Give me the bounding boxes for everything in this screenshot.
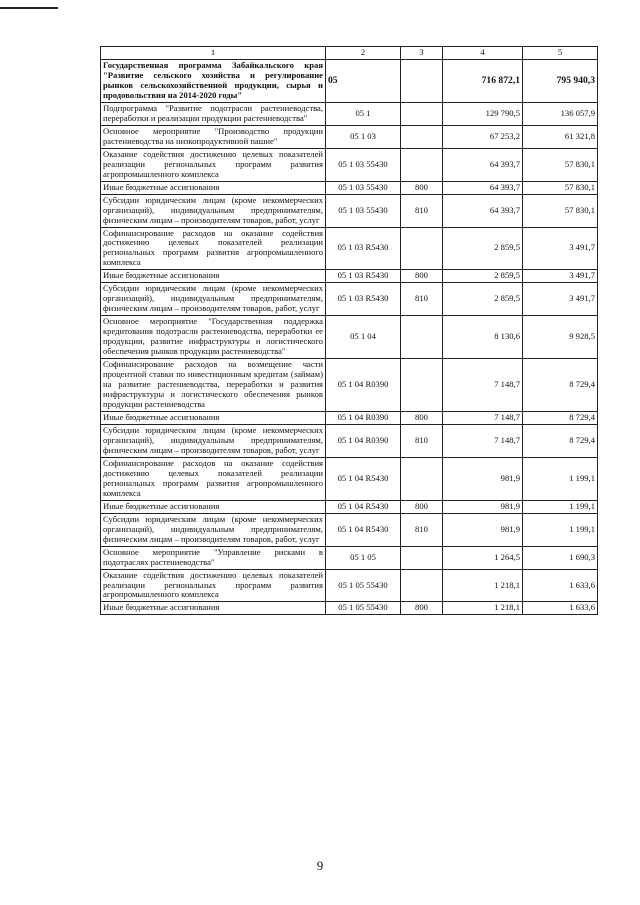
row-value-2019: 64 393,7 — [443, 148, 523, 181]
row-code: 05 1 04 R5430 — [326, 513, 401, 546]
row-value-2020: 795 940,3 — [523, 59, 598, 102]
table-row — [101, 513, 598, 546]
header-col-code: 2 — [326, 47, 401, 60]
row-code: 05 — [326, 59, 401, 102]
row-kind — [401, 457, 443, 500]
row-code: 05 1 03 R5430 — [326, 270, 401, 283]
row-value-2020: 1 199,1 — [523, 500, 598, 513]
row-kind: 800 — [401, 270, 443, 283]
row-kind — [401, 148, 443, 181]
header-col-name: 1 — [101, 47, 326, 60]
row-code: 05 1 03 55430 — [326, 194, 401, 227]
row-value-2020: 57 830,1 — [523, 194, 598, 227]
row-kind — [401, 125, 443, 148]
row-name: Подпрограмма "Развитие подотрасли растениеводства, переработки и реализации продукции растениеводства" — [101, 102, 326, 125]
budget-table — [100, 46, 598, 615]
table-row — [101, 457, 598, 500]
row-kind: 810 — [401, 194, 443, 227]
row-code: 05 1 04 R5430 — [326, 500, 401, 513]
row-code: 05 1 03 R5430 — [326, 283, 401, 316]
header-row — [101, 47, 598, 60]
row-value-2019: 981,9 — [443, 513, 523, 546]
row-value-2019: 7 148,7 — [443, 411, 523, 424]
row-value-2019: 716 872,1 — [443, 59, 523, 102]
table-row — [101, 569, 598, 602]
row-name: Софинансирование расходов на возмещение части процентной ставки по инвестиционным кредитам (займам) на развитие растениеводства, переработки и развития инфраструктуры и логистического обеспечения рынков продукции растениеводства — [101, 359, 326, 412]
row-value-2020: 61 321,8 — [523, 125, 598, 148]
row-code: 05 1 05 55430 — [326, 569, 401, 602]
row-value-2020: 8 729,4 — [523, 411, 598, 424]
row-kind: 800 — [401, 500, 443, 513]
row-value-2019: 64 393,7 — [443, 194, 523, 227]
row-value-2020: 57 830,1 — [523, 148, 598, 181]
row-value-2019: 2 859,5 — [443, 270, 523, 283]
row-value-2020: 1 690,3 — [523, 546, 598, 569]
page-number: 9 — [316, 858, 324, 873]
table-row — [101, 316, 598, 359]
row-kind: 800 — [401, 181, 443, 194]
row-value-2019: 67 253,2 — [443, 125, 523, 148]
row-value-2020: 1 633,6 — [523, 602, 598, 615]
row-kind: 810 — [401, 424, 443, 457]
row-name: Иные бюджетные ассигнования — [101, 411, 326, 424]
row-kind — [401, 569, 443, 602]
row-code: 05 1 04 R0390 — [326, 424, 401, 457]
row-value-2020: 3 491,7 — [523, 227, 598, 270]
row-value-2019: 129 790,5 — [443, 102, 523, 125]
table-row — [101, 500, 598, 513]
header-col-2019: 4 — [443, 47, 523, 60]
row-value-2020: 9 928,5 — [523, 316, 598, 359]
row-value-2020: 8 729,4 — [523, 424, 598, 457]
row-code: 05 1 03 55430 — [326, 181, 401, 194]
row-code: 05 1 05 55430 — [326, 602, 401, 615]
table-row — [101, 602, 598, 615]
row-name: Софинансирование расходов на оказание содействия достижению целевых показателей реализации региональных программ развития агропромышленного комплекса — [101, 457, 326, 500]
table-row — [101, 270, 598, 283]
table-row — [101, 411, 598, 424]
top-rule — [0, 7, 58, 9]
row-name: Иные бюджетные ассигнования — [101, 181, 326, 194]
row-kind — [401, 546, 443, 569]
row-value-2019: 64 393,7 — [443, 181, 523, 194]
table-row — [101, 227, 598, 270]
row-value-2019: 981,9 — [443, 500, 523, 513]
row-kind — [401, 316, 443, 359]
row-code: 05 1 03 — [326, 125, 401, 148]
row-name: Основное мероприятие "Государственная поддержка кредитования подотрасли растениеводства, переработки ее продукции, развитие инфраструктуры и логистического обеспечения рынков продукции растениеводства" — [101, 316, 326, 359]
row-value-2020: 57 830,1 — [523, 181, 598, 194]
row-kind: 800 — [401, 602, 443, 615]
table-row — [101, 283, 598, 316]
row-value-2019: 981,9 — [443, 457, 523, 500]
row-code: 05 1 04 R0390 — [326, 411, 401, 424]
row-value-2019: 8 130,6 — [443, 316, 523, 359]
row-code: 05 1 — [326, 102, 401, 125]
row-value-2019: 7 148,7 — [443, 424, 523, 457]
row-name: Основное мероприятие "Производство продукции растениеводства на низкопродуктивной пашне" — [101, 125, 326, 148]
row-value-2019: 1 218,1 — [443, 569, 523, 602]
row-value-2020: 8 729,4 — [523, 359, 598, 412]
row-kind — [401, 102, 443, 125]
row-value-2019: 7 148,7 — [443, 359, 523, 412]
row-value-2020: 1 199,1 — [523, 513, 598, 546]
row-kind — [401, 227, 443, 270]
table-row — [101, 194, 598, 227]
header-col-kind: 3 — [401, 47, 443, 60]
row-code: 05 1 04 — [326, 316, 401, 359]
row-value-2020: 136 057,9 — [523, 102, 598, 125]
table-row — [101, 424, 598, 457]
row-value-2020: 3 491,7 — [523, 283, 598, 316]
table-row — [101, 359, 598, 412]
row-name: Иные бюджетные ассигнования — [101, 270, 326, 283]
table-row — [101, 59, 598, 102]
row-name: Субсидии юридическим лицам (кроме некоммерческих организаций), индивидуальным предпринимателям, физическим лицам – производителям товаров, работ, услуг — [101, 283, 326, 316]
row-kind — [401, 359, 443, 412]
table-row — [101, 102, 598, 125]
table-body — [101, 59, 598, 614]
row-kind — [401, 59, 443, 102]
row-name: Основное мероприятие "Управление рисками в подотраслях растениеводства" — [101, 546, 326, 569]
row-kind: 800 — [401, 411, 443, 424]
row-value-2020: 1 633,6 — [523, 569, 598, 602]
row-name: Государственная программа Забайкальского края "Развитие сельского хозяйства и регулирование рынков сельскохозяйственной продукции, сырья и продовольствия на 2014-2020 годы" — [101, 59, 326, 102]
row-kind: 810 — [401, 283, 443, 316]
row-kind: 810 — [401, 513, 443, 546]
row-name: Субсидии юридическим лицам (кроме некоммерческих организаций), индивидуальным предпринимателям, физическим лицам – производителям товаров, работ, услуг — [101, 513, 326, 546]
row-name: Оказание содействия достижению целевых показателей реализации региональных программ развития агропромышленного комплекса — [101, 569, 326, 602]
row-name: Оказание содействия достижению целевых показателей реализации региональных программ развития агропромышленного комплекса — [101, 148, 326, 181]
row-code: 05 1 04 R5430 — [326, 457, 401, 500]
table-row — [101, 148, 598, 181]
row-value-2019: 2 859,5 — [443, 283, 523, 316]
row-name: Субсидии юридическим лицам (кроме некоммерческих организаций), индивидуальным предпринимателям, физическим лицам – производителям товаров, работ, услуг — [101, 424, 326, 457]
row-value-2020: 3 491,7 — [523, 270, 598, 283]
table-row — [101, 125, 598, 148]
row-value-2020: 1 199,1 — [523, 457, 598, 500]
row-code: 05 1 05 — [326, 546, 401, 569]
row-name: Иные бюджетные ассигнования — [101, 602, 326, 615]
row-code: 05 1 03 R5430 — [326, 227, 401, 270]
row-name: Иные бюджетные ассигнования — [101, 500, 326, 513]
row-code: 05 1 03 55430 — [326, 148, 401, 181]
row-value-2019: 1 264,5 — [443, 546, 523, 569]
table-row — [101, 546, 598, 569]
header-col-2020: 5 — [523, 47, 598, 60]
row-value-2019: 1 218,1 — [443, 602, 523, 615]
row-value-2019: 2 859,5 — [443, 227, 523, 270]
row-name: Софинансирование расходов на оказание содействия достижению целевых показателей реализации региональных программ развития агропромышленного комплекса — [101, 227, 326, 270]
row-code: 05 1 04 R0390 — [326, 359, 401, 412]
table-row — [101, 181, 598, 194]
row-name: Субсидии юридическим лицам (кроме некоммерческих организаций), индивидуальным предпринимателям, физическим лицам – производителям товаров, работ, услуг — [101, 194, 326, 227]
